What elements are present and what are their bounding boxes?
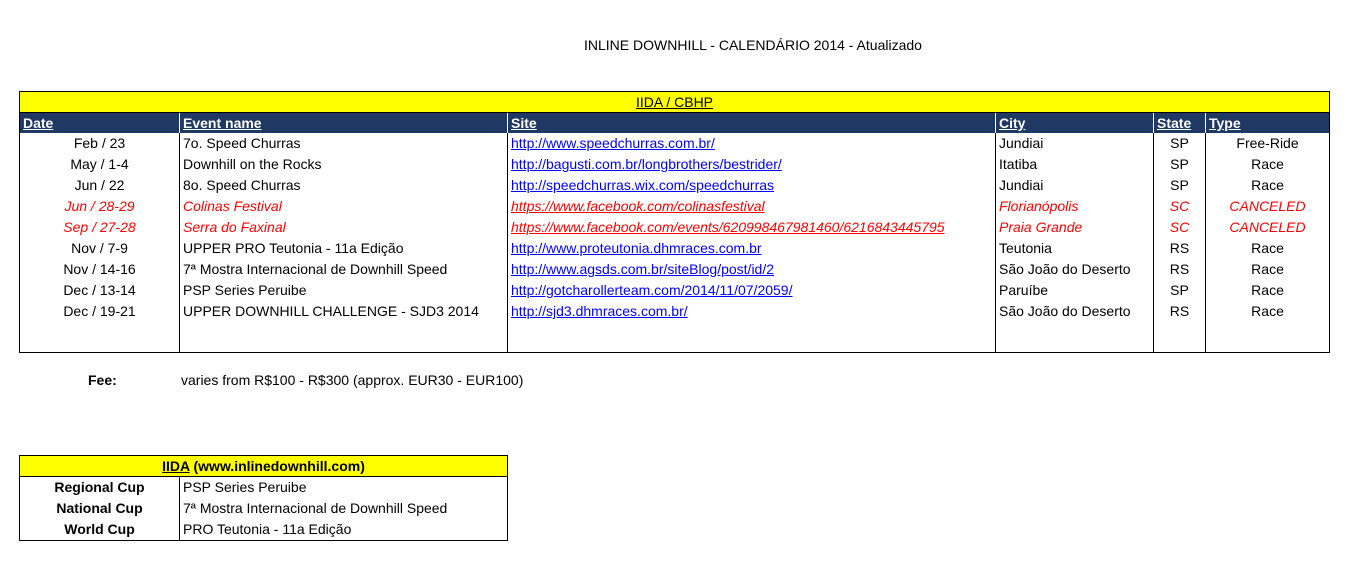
site-cell — [508, 259, 996, 280]
site-cell — [508, 175, 996, 196]
header-state[interactable]: State — [1154, 113, 1206, 134]
table-row — [20, 175, 1330, 196]
event-site-link[interactable]: https://www.facebook.com/colinasfestival — [511, 198, 765, 214]
empty-cell — [508, 322, 996, 353]
event-state: SP — [1154, 133, 1206, 154]
event-name: UPPER DOWNHILL CHALLENGE - SJD3 2014 — [180, 301, 508, 322]
event-state: SP — [1154, 154, 1206, 175]
event-state: SC — [1154, 217, 1206, 238]
event-type: Race — [1206, 280, 1330, 301]
header-city[interactable]: City — [996, 113, 1154, 134]
event-name: 7ª Mostra Internacional de Downhill Speed — [180, 259, 508, 280]
event-city: São João do Deserto — [996, 259, 1154, 280]
event-state: SP — [1154, 175, 1206, 196]
event-name: Serra do Faxinal — [180, 217, 508, 238]
event-type: Race — [1206, 301, 1330, 322]
calendar-banner: IIDA / CBHP — [20, 92, 1330, 113]
cup-event: 7ª Mostra Internacional de Downhill Speed — [180, 498, 508, 519]
event-date: Sep / 27-28 — [63, 219, 136, 235]
cup-label: National Cup — [56, 500, 143, 516]
page-title: INLINE DOWNHILL - CALENDÁRIO 2014 - Atualizado — [584, 37, 922, 53]
event-site-link[interactable]: http://sjd3.dhmraces.com.br/ — [511, 303, 688, 319]
cups-banner-link[interactable]: IIDA — [162, 458, 190, 474]
header-event-name[interactable]: Event name — [180, 113, 508, 134]
event-type: Race — [1206, 238, 1330, 259]
calendar-banner-row — [20, 92, 1330, 113]
event-type: Free-Ride — [1206, 133, 1330, 154]
event-type: Race — [1206, 175, 1330, 196]
event-name: UPPER PRO Teutonia - 11a Edição — [180, 238, 508, 259]
empty-cell — [180, 322, 508, 353]
fee-text: varies from R$100 - R$300 (approx. EUR30 - EUR100) — [181, 372, 524, 388]
event-type: CANCELED — [1206, 196, 1330, 217]
event-city: Jundiai — [996, 133, 1154, 154]
event-type: Race — [1206, 259, 1330, 280]
table-row — [20, 259, 1330, 280]
cup-event: PSP Series Peruibe — [180, 477, 508, 499]
site-cell — [508, 301, 996, 322]
event-city: Teutonia — [996, 238, 1154, 259]
site-cell — [508, 217, 996, 238]
event-site-link[interactable]: http://www.speedchurras.com.br/ — [511, 135, 715, 151]
event-city: Florianópolis — [996, 196, 1154, 217]
event-name: 8o. Speed Churras — [180, 175, 508, 196]
site-cell — [508, 196, 996, 217]
table-row — [20, 238, 1330, 259]
event-name: PSP Series Peruibe — [180, 280, 508, 301]
header-site[interactable]: Site — [508, 113, 996, 134]
empty-row — [20, 322, 1330, 353]
cup-row — [20, 519, 508, 541]
table-row — [20, 301, 1330, 322]
site-cell — [508, 280, 996, 301]
empty-cell — [996, 322, 1154, 353]
cup-row — [20, 477, 508, 499]
cup-label: Regional Cup — [54, 479, 145, 495]
table-row — [20, 217, 1330, 238]
event-name: Downhill on the Rocks — [180, 154, 508, 175]
header-date[interactable]: Date — [20, 113, 180, 134]
event-city: Paruíbe — [996, 280, 1154, 301]
calendar-header-row — [20, 113, 1330, 134]
event-site-link[interactable]: http://gotcharollerteam.com/2014/11/07/2059/ — [511, 282, 793, 298]
event-site-link[interactable]: https://www.facebook.com/events/620998467981460/6216843445795 — [511, 219, 945, 235]
event-date: Jun / 22 — [74, 177, 125, 193]
calendar-table — [19, 91, 1330, 353]
event-date: May / 1-4 — [70, 156, 129, 172]
header-type[interactable]: Type — [1206, 113, 1330, 134]
event-city: Praia Grande — [996, 217, 1154, 238]
event-date: Jun / 28-29 — [64, 198, 135, 214]
event-state: SP — [1154, 280, 1206, 301]
cups-banner-rest: (www.inlinedownhill.com) — [189, 458, 365, 474]
event-name: 7o. Speed Churras — [180, 133, 508, 154]
event-date: Feb / 23 — [73, 135, 126, 151]
table-row — [20, 196, 1330, 217]
table-row — [20, 133, 1330, 154]
site-cell — [508, 238, 996, 259]
event-site-link[interactable]: http://speedchurras.wix.com/speedchurras — [511, 177, 775, 193]
empty-cell — [20, 322, 180, 353]
event-site-link[interactable]: http://bagusti.com.br/longbrothers/bestrider/ — [511, 156, 782, 172]
event-city: São João do Deserto — [996, 301, 1154, 322]
cups-table — [19, 455, 508, 541]
cups-banner — [20, 456, 508, 477]
table-row — [20, 280, 1330, 301]
event-name: Colinas Festival — [180, 196, 508, 217]
table-row — [20, 154, 1330, 175]
fee-label: Fee: — [88, 372, 117, 388]
event-state: RS — [1154, 238, 1206, 259]
empty-cell — [1206, 322, 1330, 353]
event-type: Race — [1206, 154, 1330, 175]
event-date: Nov / 14-16 — [63, 261, 136, 277]
event-date: Dec / 19-21 — [63, 303, 136, 319]
cup-event: PRO Teutonia - 11a Edição — [180, 519, 508, 541]
event-site-link[interactable]: http://www.proteutonia.dhmraces.com.br — [511, 240, 762, 256]
event-site-link[interactable]: http://www.agsds.com.br/siteBlog/post/id/2 — [511, 261, 775, 277]
cup-label: World Cup — [64, 521, 135, 537]
site-cell — [508, 154, 996, 175]
event-city: Jundiai — [996, 175, 1154, 196]
empty-cell — [1154, 322, 1206, 353]
event-state: RS — [1154, 259, 1206, 280]
event-state: SC — [1154, 196, 1206, 217]
cups-banner-row — [20, 456, 508, 477]
cup-row — [20, 498, 508, 519]
site-cell — [508, 133, 996, 154]
event-date: Dec / 13-14 — [63, 282, 136, 298]
event-type: CANCELED — [1206, 217, 1330, 238]
event-city: Itatiba — [996, 154, 1154, 175]
event-state: RS — [1154, 301, 1206, 322]
event-date: Nov / 7-9 — [71, 240, 128, 256]
